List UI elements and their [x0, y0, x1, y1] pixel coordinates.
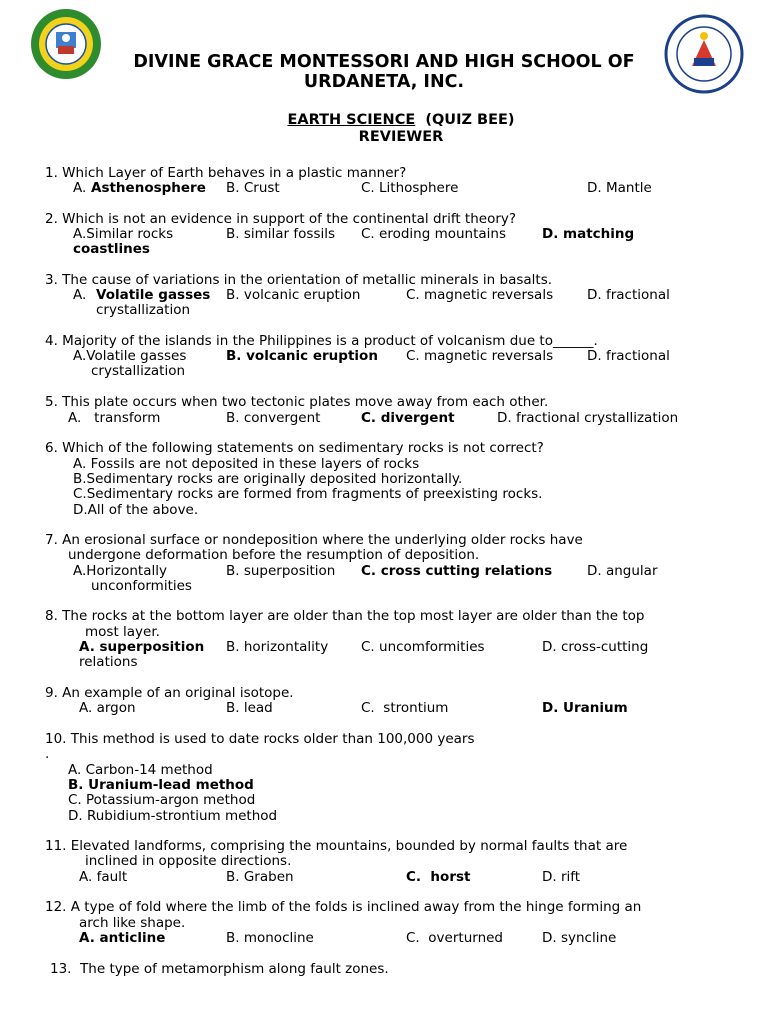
question-12-cont: arch like shape. — [79, 915, 186, 931]
q3-option-a: Volatile gasses — [96, 287, 211, 303]
question-11: 11. Elevated landforms, comprising the mountains, bounded by normal faults that are — [45, 838, 628, 854]
school-name — [0, 52, 768, 92]
question-10-dot: . — [45, 746, 50, 762]
q3-option-b: B. volcanic eruption — [226, 287, 361, 303]
q5-option-a: A. transform — [68, 410, 161, 426]
q4-option-a: A.Volatile gasses — [73, 348, 187, 364]
q9-option-a: A. argon — [79, 700, 136, 716]
q3-option-d: D. fractional — [587, 287, 670, 303]
question-9: 9. An example of an original isotope. — [45, 685, 294, 701]
q8-option-d: D. cross-cutting — [542, 639, 649, 655]
q9-option-c: C. strontium — [361, 700, 449, 716]
q4-option-d: D. fractional — [587, 348, 670, 364]
q10-option-b: B. Uranium-lead method — [68, 777, 254, 793]
q12-option-a: A. anticline — [79, 930, 166, 946]
q11-option-d: D. rift — [542, 869, 581, 885]
question-4: 4. Majority of the islands in the Philippines is a product of volcanism due to______. — [45, 333, 598, 349]
question-1: 1. Which Layer of Earth behaves in a plastic manner? — [45, 165, 407, 181]
question-5: 5. This plate occurs when two tectonic plates move away from each other. — [45, 394, 549, 410]
q7-option-a: A.Horizontally — [73, 563, 167, 579]
q8-option-a: A. superposition — [79, 639, 205, 655]
q5-option-c: C. divergent — [361, 410, 455, 426]
question-12: 12. A type of fold where the limb of the folds is inclined away from the hinge forming an — [45, 899, 642, 915]
q10-option-d: D. Rubidium-strontium method — [68, 808, 278, 824]
question-2: 2. Which is not an evidence in support of the continental drift theory? — [45, 211, 517, 227]
q5-option-b: B. convergent — [226, 410, 321, 426]
question-8-cont: most layer. — [85, 624, 160, 640]
q7-option-b: B. superposition — [226, 563, 336, 579]
doc-type: REVIEWER — [358, 129, 444, 145]
q8-option-c: C. uncomformities — [361, 639, 485, 655]
question-3: 3. The cause of variations in the orientation of metallic minerals in basalts. — [45, 272, 553, 288]
q1-option-c: C. Lithosphere — [361, 180, 459, 196]
q4-option-c: C. magnetic reversals — [406, 348, 554, 364]
q6-option-b: B.Sedimentary rocks are originally deposited horizontally. — [73, 471, 463, 487]
q1-option-a-label: A. — [73, 180, 87, 196]
q5-option-d: D. fractional crystallization — [497, 410, 679, 426]
q11-option-b: B. Graben — [226, 869, 294, 885]
q2-option-b: B. similar fossils — [226, 226, 336, 242]
q10-option-c: C. Potassium-argon method — [68, 792, 256, 808]
q11-option-a: A. fault — [79, 869, 128, 885]
q2-option-d-cont: coastlines — [73, 241, 150, 257]
q11-option-c: C. horst — [406, 869, 471, 885]
q6-option-d: D.All of the above. — [73, 502, 199, 518]
q1-option-d: D. Mantle — [587, 180, 652, 196]
q7-option-d: D. angular — [587, 563, 658, 579]
q8-option-d-cont: relations — [79, 654, 138, 670]
q1-option-a: Asthenosphere — [91, 180, 206, 196]
q4-option-d-cont: crystallization — [91, 363, 186, 379]
q4-option-b: B. volcanic eruption — [226, 348, 378, 364]
question-13: 13. The type of metamorphism along fault zones. — [50, 961, 389, 977]
q9-option-b: B. lead — [226, 700, 273, 716]
q2-option-a: A.Similar rocks — [73, 226, 174, 242]
doc-title — [0, 112, 768, 146]
question-10: 10. This method is used to date rocks older than 100,000 years — [45, 731, 475, 747]
q2-option-d: D. matching — [542, 226, 635, 242]
school-name-line1: DIVINE GRACE MONTESSORI AND HIGH SCHOOL OF — [133, 52, 635, 72]
q8-option-b: B. horizontality — [226, 639, 329, 655]
question-7-cont: undergone deformation before the resumption of deposition. — [68, 547, 480, 563]
q6-option-a: A. Fossils are not deposited in these layers of rocks — [73, 456, 420, 472]
q7-option-c: C. cross cutting relations — [361, 563, 553, 579]
q6-option-c: C.Sedimentary rocks are formed from fragments of preexisting rocks. — [73, 486, 543, 502]
question-11-cont: inclined in opposite directions. — [85, 853, 292, 869]
q9-option-d: D. Uranium — [542, 700, 628, 716]
q10-option-a: A. Carbon-14 method — [68, 762, 213, 778]
q1-option-b: B. Crust — [226, 180, 280, 196]
school-name-line2: URDANETA, INC. — [303, 72, 465, 92]
question-7: 7. An erosional surface or nondeposition where the underlying older rocks have — [45, 532, 583, 548]
q3-option-d-cont: crystallization — [96, 302, 191, 318]
question-8: 8. The rocks at the bottom layer are older than the top most layer are older than the top — [45, 608, 645, 624]
q12-option-c: C. overturned — [406, 930, 503, 946]
q12-option-b: B. monocline — [226, 930, 314, 946]
subject-suffix: (QUIZ BEE) — [425, 112, 515, 128]
q7-option-d-cont: unconformities — [91, 578, 192, 594]
q12-option-d: D. syncline — [542, 930, 617, 946]
q3-option-a-label: A. — [73, 287, 87, 303]
q3-option-c: C. magnetic reversals — [406, 287, 554, 303]
question-6: 6. Which of the following statements on sedimentary rocks is not correct? — [45, 440, 544, 456]
subject-title: EARTH SCIENCE — [287, 112, 416, 128]
q2-option-c: C. eroding mountains — [361, 226, 506, 242]
